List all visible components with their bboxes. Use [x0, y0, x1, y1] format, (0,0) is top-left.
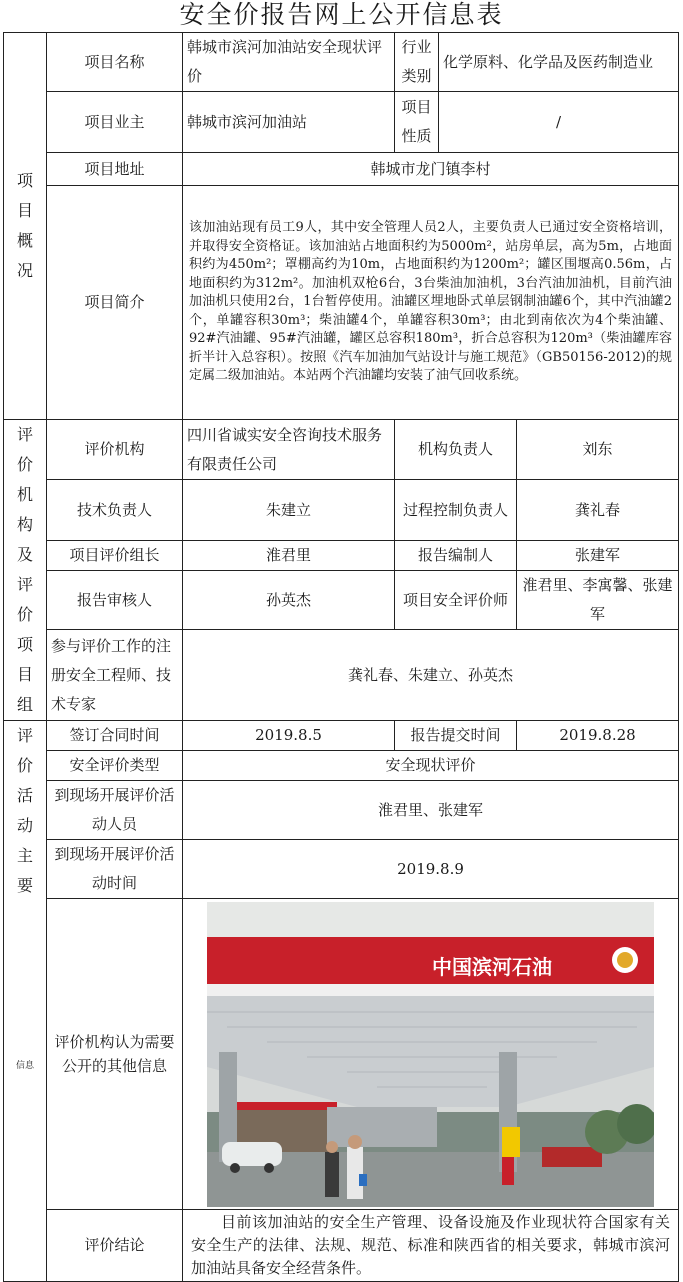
- submit-value: 2019.8.28: [517, 721, 679, 751]
- reviewer-value: 孙英杰: [183, 570, 395, 629]
- intro-label: 项目简介: [47, 186, 183, 420]
- contract-label: 签订合同时间: [47, 721, 183, 751]
- page-title: 安全价报告网上公开信息表: [179, 0, 504, 29]
- tech-value: 朱建立: [183, 480, 395, 540]
- type-value: 安全现状评价: [183, 751, 679, 781]
- owner-label: 项目业主: [47, 92, 183, 153]
- assessor-value: 淮君里、李寓馨、张建军: [517, 570, 679, 629]
- other-info-cell: [183, 899, 679, 1210]
- assessor-label: 项目安全评价师: [395, 570, 517, 629]
- conclusion-label: 评价结论: [47, 1210, 183, 1282]
- section-info-label: 信息: [16, 1061, 35, 1071]
- info-table: [3, 32, 679, 1282]
- process-label: 过程控制负责人: [395, 480, 517, 540]
- address-value: 韩城市龙门镇李村: [183, 153, 679, 186]
- owner-value: 韩城市滨河加油站: [183, 92, 395, 153]
- conclusion-value: 目前该加油站的安全生产管理、设备设施及作业现状符合国家有关安全生产的法律、法规、规范、标准和陕西省的相关要求，韩城市滨河加油站具备安全经营条件。: [183, 1210, 679, 1282]
- staff-value: 淮君里、张建军: [183, 781, 679, 840]
- tech-label: 技术负责人: [47, 480, 183, 540]
- contract-value: 2019.8.5: [183, 721, 395, 751]
- project-name-value: 韩城市滨河加油站安全现状评价: [183, 33, 395, 92]
- time-label: 到现场开展评价活动时间: [47, 840, 183, 899]
- nature-value: /: [439, 92, 679, 153]
- nature-label: 项目性质: [395, 92, 439, 153]
- project-name-label: 项目名称: [47, 33, 183, 92]
- gas-station-photo: [207, 902, 654, 1207]
- time-value: 2019.8.9: [183, 840, 679, 899]
- leader-value: 淮君里: [183, 540, 395, 570]
- industry-value: 化学原料、化学品及医药制造业: [439, 33, 679, 92]
- process-value: 龚礼春: [517, 480, 679, 540]
- section-overview: 项目概况: [4, 33, 47, 420]
- experts-value: 龚礼春、朱建立、孙英杰: [183, 630, 679, 721]
- reviewer-label: 报告审核人: [47, 570, 183, 629]
- section-org: 评价机构及评价项目组: [4, 420, 47, 721]
- experts-label: 参与评价工作的注册安全工程师、技术专家: [47, 630, 183, 721]
- submit-label: 报告提交时间: [395, 721, 517, 751]
- agency-head-value: 刘东: [517, 420, 679, 480]
- address-label: 项目地址: [47, 153, 183, 186]
- station-sign-text: 中国滨河石油: [432, 954, 552, 979]
- writer-label: 报告编制人: [395, 540, 517, 570]
- staff-label: 到现场开展评价活动人员: [47, 781, 183, 840]
- agency-head-label: 机构负责人: [395, 420, 517, 480]
- agency-label: 评价机构: [47, 420, 183, 480]
- intro-value: 该加油站现有员工9人，其中安全管理人员2人，主要负责人已通过安全资格培训，并取得安全资格证。该加油站占地面积约为5000m²，站房单层，高为5m，占地面积约为450m²；罩棚高约为10m，占地面积约为1200m²；罐区围堰高0.56m，占地面积约为312m²。加油机双枪6台，3台柴油加油机，3台汽油加油机，目前汽油加油机只使用2台，1台暂停使用。油罐区埋地卧式单层钢制油罐6个，其中汽油罐2个，单罐容积30m³；柴油罐4个，单罐容积30m³；由北到南依次为4个柴油罐、92#汽油罐、95#汽油罐，罐区总容积180m³，折合总容积为120m³（柴油罐库容折半计入总容积）。按照《汽车加油加气站设计与施工规范》（GB50156-2012)的规定属二级加油站。本站两个汽油罐均安装了油气回收系统。: [183, 186, 679, 420]
- other-info-label: 评价机构认为需要公开的其他信息: [47, 899, 183, 1210]
- writer-value: 张建军: [517, 540, 679, 570]
- leader-label: 项目评价组长: [47, 540, 183, 570]
- section-activity: 评价活动主要 信息: [4, 721, 47, 1282]
- agency-value: 四川省诚实安全咨询技术服务有限责任公司: [183, 420, 395, 480]
- industry-label: 行业类别: [395, 33, 439, 92]
- type-label: 安全评价类型: [47, 751, 183, 781]
